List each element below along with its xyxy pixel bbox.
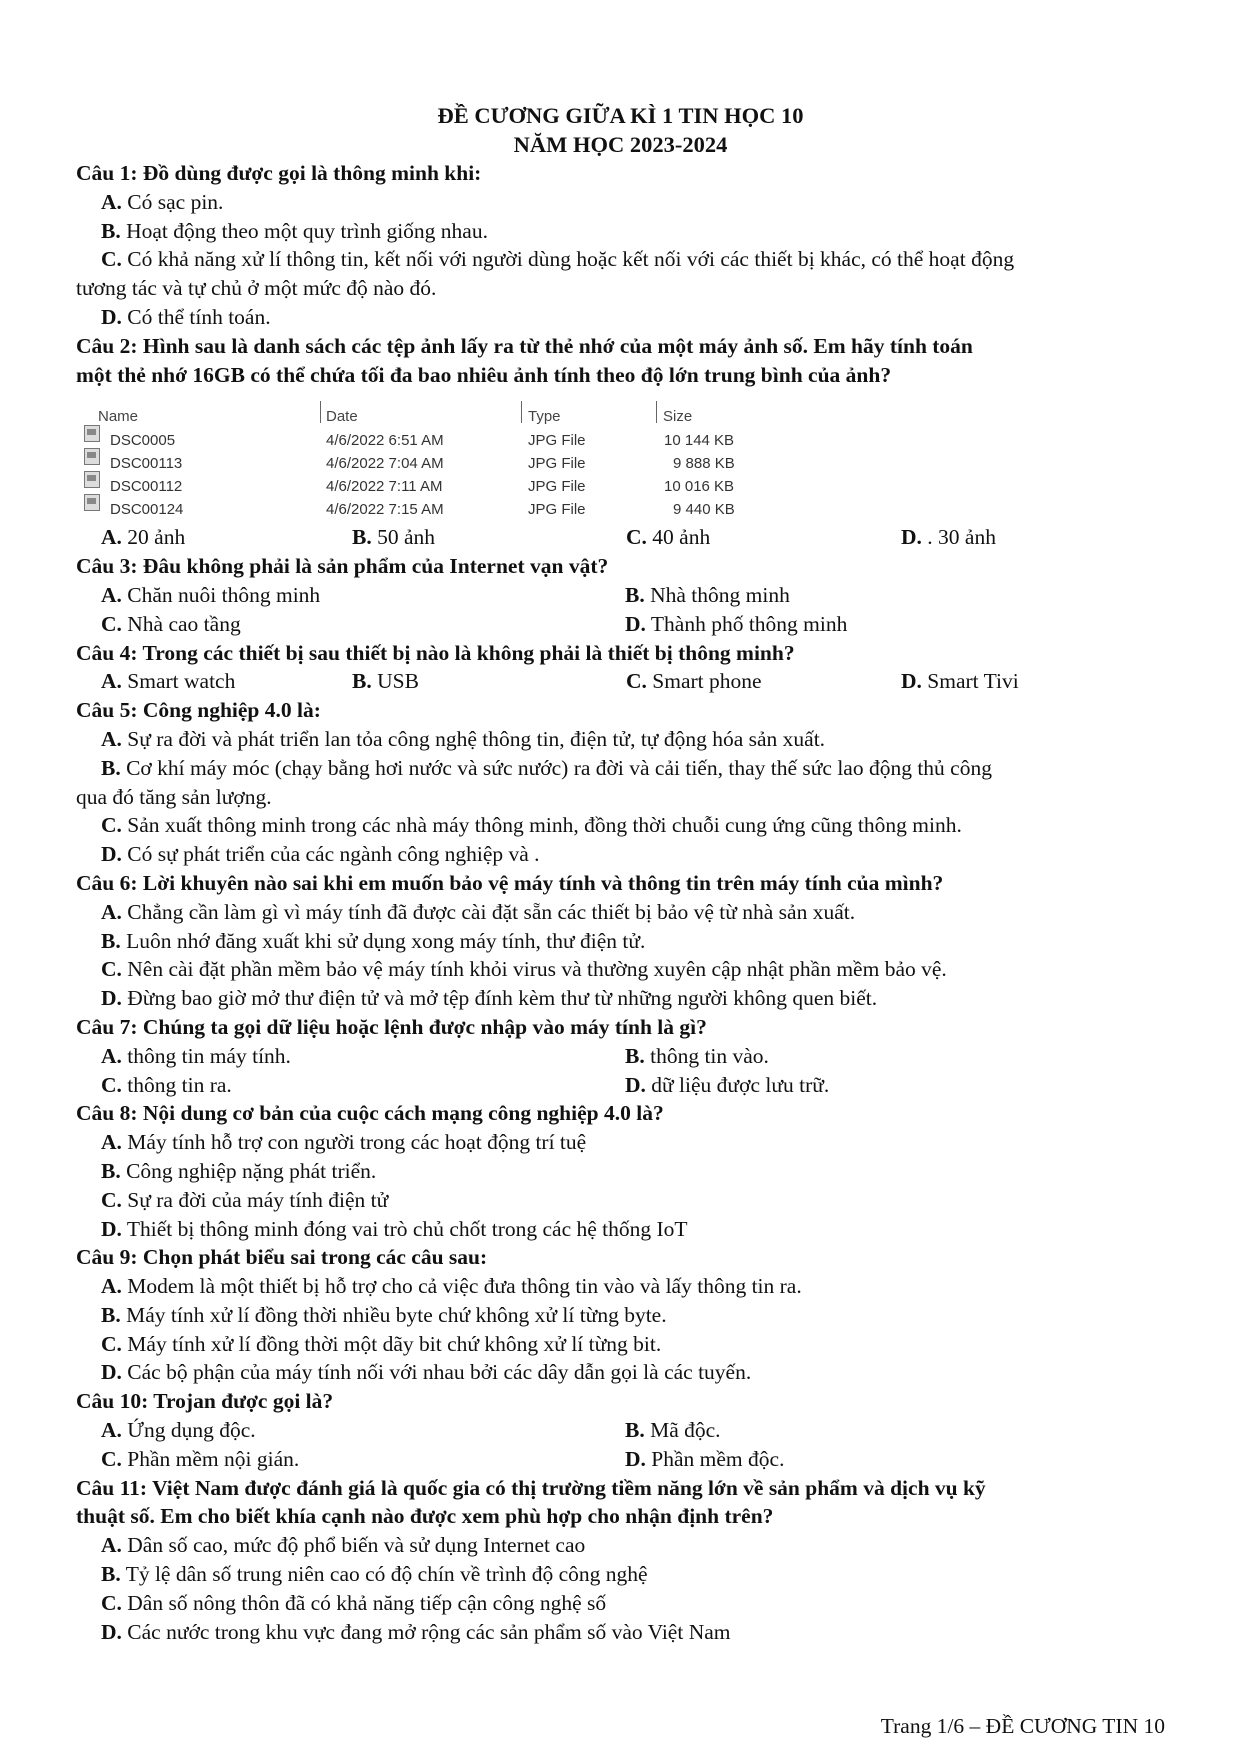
q6-option-d: D. Đừng bao giờ mở thư điện tử và mở tệp đính kèm thư từ những người không quen biết.	[101, 986, 878, 1011]
q6-option-a: A. Chẳng cần làm gì vì máy tính đã được cài đặt sẵn các thiết bị bảo vệ từ nhà sản xuất.	[101, 899, 856, 924]
question-2: Câu 2: Hình sau là danh sách các tệp ảnh lấy ra từ thẻ nhớ của một máy ảnh số. Em hãy tính toán	[76, 333, 973, 358]
file-date: 4/6/2022 7:11 AM	[326, 478, 443, 496]
q8-option-a: A. Máy tính hỗ trợ con người trong các hoạt động trí tuệ	[101, 1130, 587, 1155]
question-5: Câu 5: Công nghiệp 4.0 là:	[76, 698, 321, 723]
q10-option-d: D. Phần mềm độc.	[625, 1446, 785, 1471]
q3-option-a: A. Chăn nuôi thông minh	[101, 582, 321, 607]
q4-option-c: C. Smart phone	[626, 669, 762, 694]
q1-option-a: A. Có sạc pin.	[101, 189, 224, 214]
q3-option-c: C. Nhà cao tầng	[101, 611, 241, 636]
q9-option-c: C. Máy tính xử lí đồng thời một dãy bit chứ không xử lí từng bit.	[101, 1331, 662, 1356]
file-icon	[84, 471, 100, 488]
file-size: 9 888 KB	[673, 455, 735, 473]
q3-options	[76, 581, 1176, 639]
question-11-cont: thuật số. Em cho biết khía cạnh nào được xem phù hợp cho nhận định trên?	[76, 1504, 774, 1529]
q5-option-a: A. Sự ra đời và phát triển lan tỏa công nghệ thông tin, điện tử, tự động hóa sản xuất.	[101, 726, 826, 751]
col-name-header: Name	[98, 408, 139, 426]
file-type: JPG File	[528, 501, 586, 519]
col-size-header: Size	[663, 408, 693, 426]
question-3: Câu 3: Đâu không phải là sản phẩm của Internet vạn vật?	[76, 554, 609, 579]
q7-option-c: C. thông tin ra.	[101, 1072, 232, 1097]
document-page	[76, 102, 1176, 1646]
q11-option-c: C. Dân số nông thôn đã có khả năng tiếp cận công nghệ số	[101, 1590, 607, 1615]
question-10: Câu 10: Trojan được gọi là?	[76, 1389, 334, 1414]
col-date-header: Date	[326, 408, 358, 426]
q9-option-d: D. Các bộ phận của máy tính nối với nhau bởi các dây dẫn gọi là các tuyến.	[101, 1360, 752, 1385]
q7-options	[76, 1042, 1176, 1100]
question-6: Câu 6: Lời khuyên nào sai khi em muốn bảo vệ máy tính và thông tin trên máy tính của mình?	[76, 870, 944, 895]
q11-option-d: D. Các nước trong khu vực đang mở rộng các sản phẩm số vào Việt Nam	[101, 1619, 731, 1644]
question-1: Câu 1: Đồ dùng được gọi là thông minh khi:	[76, 161, 482, 185]
file-icon	[84, 494, 100, 511]
question-2-cont: một thẻ nhớ 16GB có thể chứa tối đa bao nhiêu ảnh tính theo độ lớn trung bình của ảnh?	[76, 362, 892, 387]
q4-option-d: D. Smart Tivi	[901, 669, 1019, 694]
file-size: 9 440 KB	[673, 501, 735, 519]
q7-option-b: B. thông tin vào.	[625, 1043, 769, 1068]
q5-option-c: C. Sản xuất thông minh trong các nhà máy thông minh, đồng thời chuỗi cung ứng cũng thông minh.	[101, 813, 962, 838]
file-name: DSC00112	[110, 478, 183, 496]
file-icon	[84, 448, 100, 465]
file-icon	[84, 425, 100, 442]
file-name: DSC00124	[110, 501, 184, 519]
q6-option-c: C. Nên cài đặt phần mềm bảo vệ máy tính khỏi virus và thường xuyên cập nhật phần mềm bảo vệ.	[101, 957, 947, 982]
q3-option-b: B. Nhà thông minh	[625, 582, 790, 607]
q1-option-c: C. Có khả năng xử lí thông tin, kết nối với người dùng hoặc kết nối với các thiết bị khác, có thể hoạt động	[101, 247, 1015, 272]
q8-option-c: C. Sự ra đời của máy tính điện tử	[101, 1187, 389, 1212]
q10-options	[76, 1416, 1176, 1474]
q9-option-a: A. Modem là một thiết bị hỗ trợ cho cả việc đưa thông tin vào và lấy thông tin ra.	[101, 1274, 802, 1299]
q2-option-c: C. 40 ảnh	[626, 525, 711, 550]
file-type: JPG File	[528, 432, 586, 450]
file-list-image	[76, 393, 1176, 561]
file-date: 4/6/2022 7:04 AM	[326, 455, 444, 473]
q5-option-b-cont: qua đó tăng sản lượng.	[76, 784, 272, 809]
question-7: Câu 7: Chúng ta gọi dữ liệu hoặc lệnh được nhập vào máy tính là gì?	[76, 1014, 707, 1039]
file-name: DSC0005	[110, 432, 176, 450]
file-type: JPG File	[528, 455, 586, 473]
file-type: JPG File	[528, 478, 586, 496]
q1-option-c-cont: tương tác và tự chủ ở một mức độ nào đó.	[76, 276, 437, 301]
question-9: Câu 9: Chọn phát biểu sai trong các câu sau:	[76, 1245, 488, 1270]
q3-option-d: D. Thành phố thông minh	[625, 611, 848, 636]
file-size: 10 016 KB	[664, 478, 735, 496]
col-type-header: Type	[528, 408, 561, 426]
q2-option-b: B. 50 ảnh	[352, 525, 436, 550]
page-footer: Trang 1/6 – ĐỀ CƯƠNG TIN 10	[880, 1714, 1165, 1738]
q10-option-a: A. Ứng dụng độc.	[101, 1418, 256, 1443]
question-11: Câu 11: Việt Nam được đánh giá là quốc gia có thị trường tiềm năng lớn về sản phẩm và dịch vụ kỹ	[76, 1475, 986, 1500]
q2-option-a: A. 20 ảnh	[101, 525, 186, 550]
q10-option-b: B. Mã độc.	[625, 1418, 721, 1443]
q5-option-b: B. Cơ khí máy móc (chạy bằng hơi nước và sức nước) ra đời và cải tiến, thay thế sức lao động thủ công	[101, 755, 992, 780]
q6-option-b: B. Luôn nhớ đăng xuất khi sử dụng xong máy tính, thư điện tử.	[101, 928, 646, 953]
file-size: 10 144 KB	[664, 432, 735, 450]
q8-option-b: B. Công nghiệp nặng phát triển.	[101, 1158, 377, 1183]
q4-option-a: A. Smart watch	[101, 669, 236, 694]
q4-options	[76, 667, 1176, 696]
q4-option-b: B. USB	[352, 669, 419, 694]
q5-option-d: D. Có sự phát triển của các ngành công nghiệp và .	[101, 842, 540, 867]
q10-option-c: C. Phần mềm nội gián.	[101, 1446, 300, 1471]
question-8: Câu 8: Nội dung cơ bản của cuộc cách mạng công nghiệp 4.0 là?	[76, 1101, 664, 1126]
document-title: ĐỀ CƯƠNG GIỮA KÌ 1 TIN HỌC 10	[437, 103, 804, 128]
q7-option-a: A. thông tin máy tính.	[101, 1043, 291, 1068]
q11-option-b: B. Tỷ lệ dân số trung niên cao có độ chín về trình độ công nghệ	[101, 1562, 648, 1587]
school-year: NĂM HỌC 2023-2024	[513, 131, 728, 157]
q2-option-d: D. . 30 ảnh	[901, 525, 996, 550]
q1-option-d: D. Có thể tính toán.	[101, 304, 271, 329]
file-date: 4/6/2022 7:15 AM	[326, 501, 444, 519]
question-4: Câu 4: Trong các thiết bị sau thiết bị nào là không phải là thiết bị thông minh?	[76, 640, 795, 665]
file-name: DSC00113	[110, 455, 183, 473]
q8-option-d: D. Thiết bị thông minh đóng vai trò chủ chốt trong các hệ thống IoT	[101, 1216, 688, 1241]
q9-option-b: B. Máy tính xử lí đồng thời nhiều byte chứ không xử lí từng byte.	[101, 1302, 667, 1327]
q7-option-d: D. dữ liệu được lưu trữ.	[625, 1072, 830, 1097]
file-date: 4/6/2022 6:51 AM	[326, 432, 444, 450]
q1-option-b: B. Hoạt động theo một quy trình giống nhau.	[101, 218, 488, 243]
q11-option-a: A. Dân số cao, mức độ phổ biến và sử dụng Internet cao	[101, 1533, 586, 1558]
